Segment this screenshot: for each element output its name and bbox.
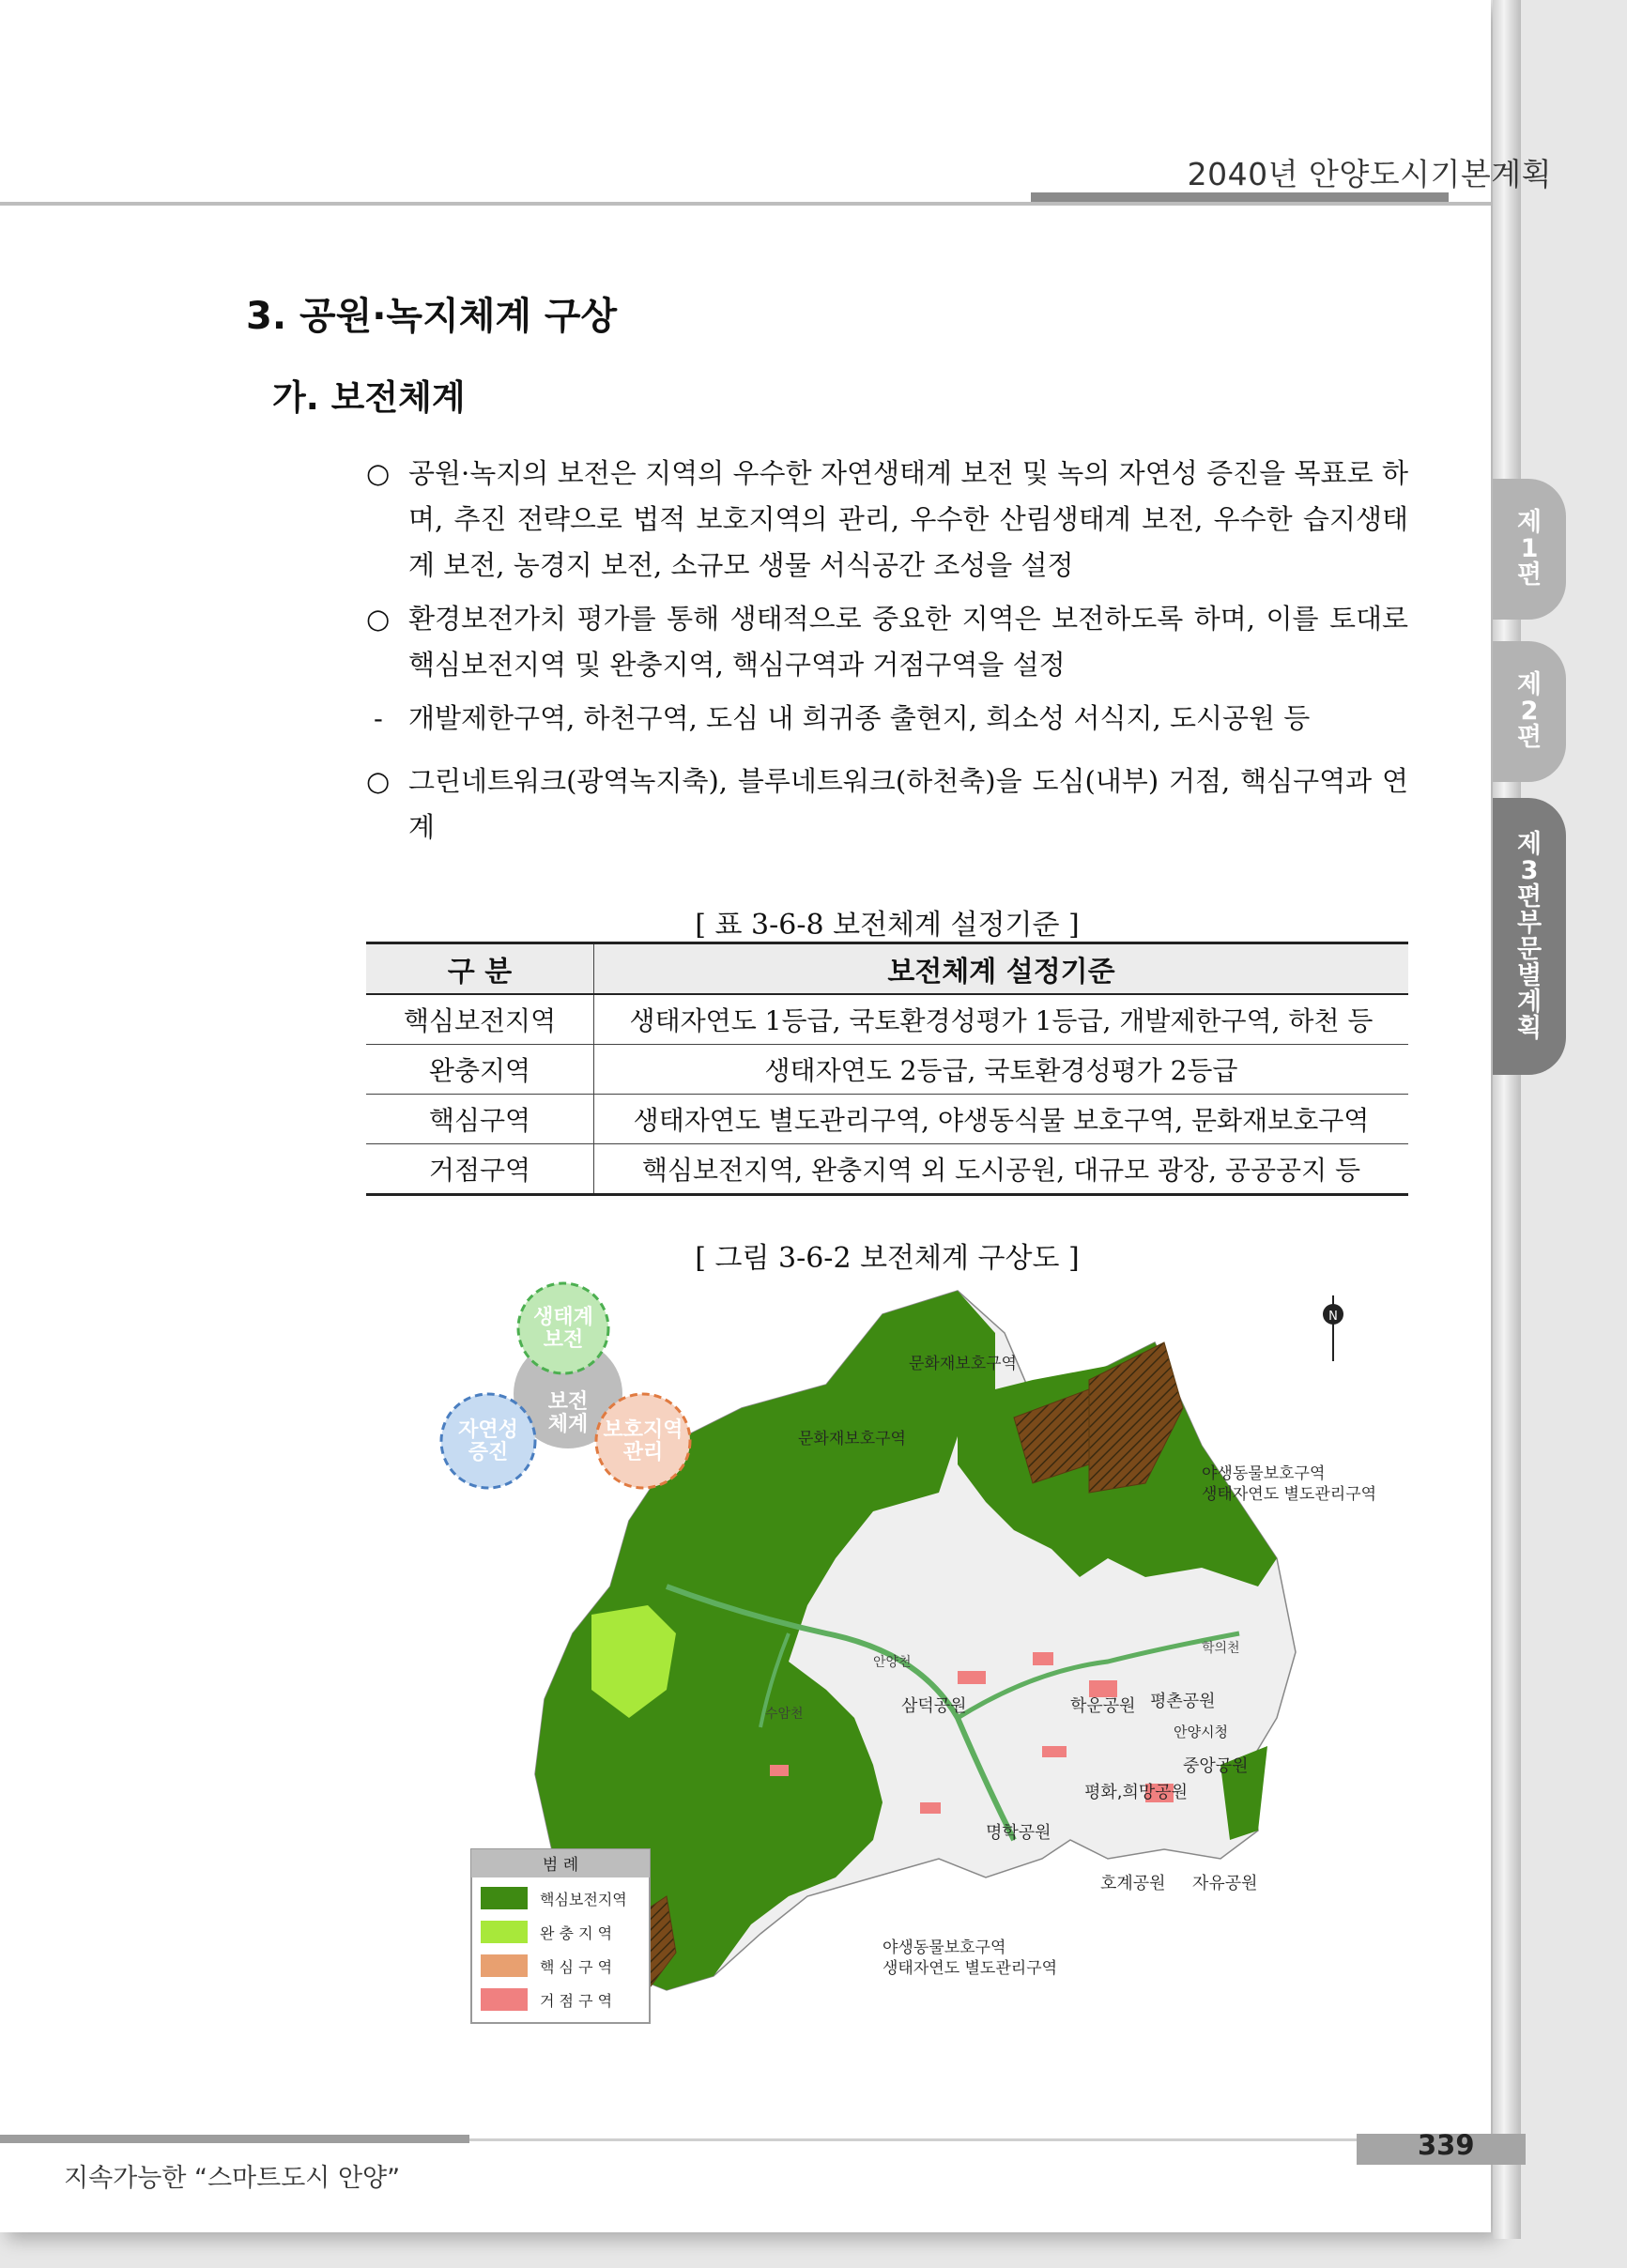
park-label: 자유공원 bbox=[1192, 1874, 1258, 1893]
page-edge bbox=[1493, 0, 1521, 2239]
footer-slogan: 지속가능한 “스마트도시 안양” bbox=[64, 2164, 401, 2193]
section-heading: 3. 공원·녹지체계 구상 bbox=[246, 295, 618, 338]
park-label: 호계공원 bbox=[1100, 1874, 1166, 1893]
legend-label: 핵심보전지역 bbox=[540, 1891, 627, 1908]
map-label-wildlife-s: 야생동물보호구역 생태자연도 별도관리구역 bbox=[883, 1939, 1058, 1978]
park-label: 평화,희망공원 bbox=[1084, 1783, 1189, 1802]
footer-rule-accent bbox=[0, 2135, 469, 2143]
park-label: 명학공원 bbox=[986, 1823, 1051, 1843]
table-caption: [ 표 3-6-8 보전체계 설정기준 ] bbox=[695, 909, 1080, 942]
hub-zone-patch bbox=[770, 1765, 789, 1776]
tab-part-3[interactable] bbox=[1493, 798, 1566, 1075]
park-label: 중앙공원 bbox=[1183, 1756, 1249, 1776]
stream-label: 수암천 bbox=[765, 1707, 804, 1722]
bullet-item bbox=[366, 759, 1408, 850]
bullet-item bbox=[366, 451, 1408, 589]
legend-swatch bbox=[481, 1887, 528, 1909]
bullet-text: 그린네트워크(광역녹지축), 블루네트워크(하천축)을 도심(내부) 거점, 핵심구역과 연계 bbox=[408, 765, 1408, 843]
concept-center-label: 보전 체계 bbox=[547, 1390, 589, 1436]
figure-caption: [ 그림 3-6-2 보전체계 구상도 ] bbox=[695, 1242, 1080, 1275]
concept-top-label: 생태계 보전 bbox=[533, 1306, 593, 1352]
park-label: 학운공원 bbox=[1070, 1696, 1136, 1716]
table-header: 구 분 bbox=[366, 943, 594, 995]
map-label-wildlife-ne: 야생동물보호구역 생태자연도 별도관리구역 bbox=[1202, 1464, 1377, 1504]
legend-label: 거 점 구 역 bbox=[540, 1992, 613, 2010]
table-cell: 생태자연도 1등급, 국토환경성평가 1등급, 개발제한구역, 하천 등 bbox=[594, 994, 1409, 1045]
bullet-mark: ○ bbox=[366, 457, 391, 489]
bullet-text: 환경보전가치 평가를 통해 생태적으로 중요한 지역은 보전하도록 하며, 이를 토대로 핵심보전지역 및 완충지역, 핵심구역과 거점구역을 설정 bbox=[408, 603, 1408, 681]
concept-diagram bbox=[441, 1283, 690, 1488]
north-label: N bbox=[1328, 1310, 1338, 1324]
map-legend bbox=[471, 1849, 650, 2023]
table-cell: 핵심보전지역 bbox=[366, 994, 594, 1045]
sub-bullet-mark: - bbox=[374, 702, 383, 734]
table-header: 보전체계 설정기준 bbox=[594, 943, 1409, 995]
table-row bbox=[366, 1045, 1408, 1095]
concept-left-label: 자연성 증진 bbox=[458, 1418, 518, 1464]
hub-zone-patch bbox=[1089, 1680, 1117, 1697]
tab-label: 제3편 부문별 계획 bbox=[1516, 829, 1543, 1043]
tab-label: 제1편 bbox=[1516, 508, 1543, 590]
stream-label: 학의천 bbox=[1202, 1641, 1240, 1656]
north-arrow-icon bbox=[1323, 1295, 1343, 1361]
hub-zone-patch bbox=[1042, 1746, 1067, 1757]
bullet-item bbox=[366, 596, 1408, 688]
subsection-heading: 가. 보전체계 bbox=[272, 377, 466, 418]
map-label-heritage: 문화재보호구역 bbox=[909, 1355, 1017, 1373]
legend-swatch bbox=[481, 1921, 528, 1943]
bullet-text: 공원·녹지의 보전은 지역의 우수한 자연생태계 보전 및 녹의 자연성 증진을 목표로 하며, 추진 전략으로 법적 보호지역의 관리, 우수한 산림생태계 보전, 우수한 습지생태계 보전, 농경지 보전, 소규모 생물 서식공간 조성을 설정 bbox=[408, 457, 1408, 581]
legend-swatch bbox=[481, 1988, 528, 2011]
park-label: 삼덕공원 bbox=[901, 1696, 967, 1716]
table-cell: 생태자연도 별도관리구역, 야생동식물 보호구역, 문화재보호구역 bbox=[594, 1095, 1409, 1144]
table-cell: 거점구역 bbox=[366, 1144, 594, 1195]
legend-swatch bbox=[481, 1954, 528, 1977]
page-number: 339 bbox=[1418, 2129, 1475, 2161]
bullet-mark: ○ bbox=[366, 765, 391, 797]
conservation-map-figure bbox=[432, 1277, 1380, 2032]
table-row bbox=[366, 1095, 1408, 1144]
sub-bullet-item bbox=[366, 696, 1408, 742]
park-label: 안양시청 bbox=[1174, 1724, 1228, 1740]
sub-bullet-text: 개발제한구역, 하천구역, 도심 내 희귀종 출현지, 희소성 서식지, 도시공원 등 bbox=[408, 702, 1311, 734]
bullet-mark: ○ bbox=[366, 603, 391, 635]
running-header: 2040년 안양도시기본계획 bbox=[1187, 156, 1552, 192]
header-rule-accent bbox=[1031, 192, 1449, 202]
hub-zone-patch bbox=[1033, 1652, 1053, 1665]
header-rule bbox=[0, 202, 1491, 206]
tab-label: 제2편 bbox=[1516, 670, 1543, 752]
table-cell: 생태자연도 2등급, 국토환경성평가 2등급 bbox=[594, 1045, 1409, 1095]
table-row bbox=[366, 1144, 1408, 1195]
map-label-heritage: 문화재보호구역 bbox=[798, 1430, 906, 1448]
table-cell: 완충지역 bbox=[366, 1045, 594, 1095]
table-cell: 핵심구역 bbox=[366, 1095, 594, 1144]
legend-label: 핵 심 구 역 bbox=[540, 1958, 613, 1976]
hub-zone-patch bbox=[920, 1802, 941, 1814]
tab-part-1[interactable] bbox=[1493, 479, 1566, 620]
stream-label: 안양천 bbox=[873, 1655, 912, 1670]
hub-zone-patch bbox=[958, 1671, 986, 1684]
tab-part-2[interactable] bbox=[1493, 641, 1566, 782]
criteria-table bbox=[366, 942, 1408, 1196]
concept-right-label: 보호지역 관리 bbox=[603, 1418, 683, 1464]
park-label: 평촌공원 bbox=[1150, 1692, 1216, 1711]
table-cell: 핵심보전지역, 완충지역 외 도시공원, 대규모 광장, 공공공지 등 bbox=[594, 1144, 1409, 1195]
bullet-list bbox=[366, 451, 1408, 858]
legend-label: 완 충 지 역 bbox=[540, 1924, 613, 1942]
legend-title: 범 례 bbox=[542, 1856, 579, 1875]
table-row bbox=[366, 994, 1408, 1045]
